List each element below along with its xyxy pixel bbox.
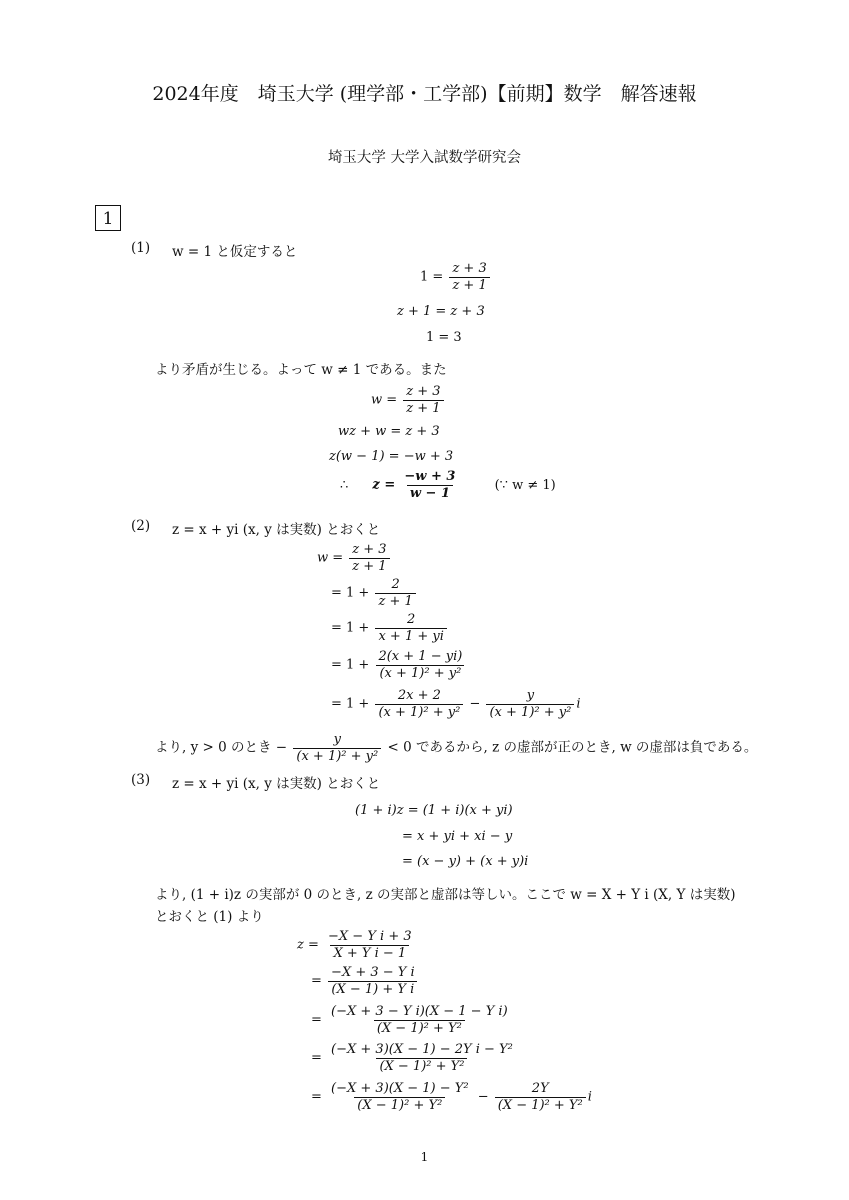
part2-line4: = 1 + $\frac{2(x + 1 - yi)}{\text{(x + 1)² + y²}}$ bbox=[331, 650, 467, 680]
eq-lhs: 1 = bbox=[420, 269, 444, 285]
fraction: $\frac{\text{−X − Y i + 3}}{\text{X + Y i − 1}}$ bbox=[328, 929, 412, 961]
fraction: $\frac{2(x + 1 - yi)}{\text{(x + 1)² + y²}}$ bbox=[378, 649, 463, 681]
fraction: $\frac{y}{\text{(x + 1)² + y²}}$ bbox=[486, 689, 574, 719]
therefore-symbol: ∴ bbox=[340, 477, 349, 493]
part1-eq7: ∴ z = $\frac{-w + 3}{w - 1}$ (∵ w ≠ 1) bbox=[340, 469, 556, 501]
fraction: $\frac{2}{x + 1 + yi}$ bbox=[375, 613, 446, 643]
part2-label: (2) bbox=[131, 518, 151, 534]
problem-number-box: 1 bbox=[95, 205, 121, 231]
part1-eq1 bbox=[420, 262, 492, 292]
page-number: 1 bbox=[420, 1150, 429, 1164]
fraction: $\frac{\text{(−X + 3)(X − 1) − Y²}}{\text{(X − 1)² + Y²}}$ bbox=[331, 1081, 469, 1113]
part2-line1: w = $\frac{z + 3}{z + 1}$ bbox=[317, 543, 392, 573]
fraction: $\frac{z + 3}{z + 1}$ bbox=[403, 385, 443, 415]
part2-line5: = 1 + $\frac{2x + 2}{\text{(x + 1)² + y²}}$ − $\frac{y}{\text{(x + 1)² + y²}}$ i bbox=[331, 688, 581, 720]
fraction: $\frac{2x + 2}{\text{(x + 1)² + y²}}$ bbox=[375, 689, 463, 719]
part3-z-line4: = $\frac{\text{(−X + 3)(X − 1) − 2Y i − Y²}}{\text{(X − 1)² + Y²}}$ bbox=[311, 1043, 518, 1073]
fraction: $\frac{2}{z + 1}$ bbox=[375, 578, 415, 608]
author-line: 埼玉大学 大学入試数学研究会 bbox=[327, 150, 522, 166]
part3-eq1: (1 + i)z = (1 + i)(x + yi) bbox=[355, 803, 513, 818]
fraction: $\frac{\text{−X + 3 − Y i}}{\text{(X − 1) + Y i}}$ bbox=[328, 966, 418, 996]
fraction: $\frac{z + 3}{z + 1}$ bbox=[349, 543, 389, 573]
part3-z-line3: = $\frac{\text{(−X + 3 − Y i)(X − 1 − Y i)}}{\text{(X − 1)² + Y²}}$ bbox=[311, 1005, 513, 1035]
part1-eq3: 1 = 3 bbox=[426, 330, 462, 345]
part3-intro: z = x + yi (x, y は実数) とおくと bbox=[172, 776, 381, 792]
page-title: 2024年度 埼玉大学 (理学部・工学部)【前期】数学 解答速報 bbox=[152, 83, 697, 105]
part1-eq6: z(w − 1) = −w + 3 bbox=[329, 449, 454, 464]
part2-conclusion: より, y > 0 のとき − $\frac{y}{\text{(x + 1)² + y²}}$ < 0 であるから, z の虚部が正のとき, w の虚部は負である。 bbox=[155, 732, 758, 764]
fraction: $\frac{\text{(−X + 3)(X − 1) − 2Y i − Y²}}{\text{(X − 1)² + Y²}}$ bbox=[331, 1042, 513, 1074]
part2-line2: = 1 + $\frac{2}{z + 1}$ bbox=[331, 578, 418, 608]
fraction: $\frac{y}{\text{(x + 1)² + y²}}$ bbox=[293, 733, 381, 763]
fraction: $\frac{z + 3}{z + 1}$ bbox=[449, 262, 489, 292]
part2-intro: z = x + yi (x, y は実数) とおくと bbox=[172, 522, 381, 538]
part1-mid-text: より矛盾が生じる。よって w ≠ 1 である。また bbox=[155, 362, 447, 378]
part1-eq4: w = $\frac{z + 3}{z + 1}$ bbox=[371, 385, 446, 415]
part3-eq3: = (x − y) + (x + y)i bbox=[402, 854, 529, 869]
part2-line3: = 1 + $\frac{2}{x + 1 + yi}$ bbox=[331, 613, 449, 643]
part1-eq2: z + 1 = z + 3 bbox=[397, 304, 485, 319]
part3-mid-text-1: より, (1 + i)z の実部が 0 のとき, z の実部と虚部は等しい。ここで w = X + Y i (X, Y は実数) bbox=[155, 887, 736, 903]
fraction: $\frac{\text{(−X + 3 − Y i)(X − 1 − Y i)}}{\text{(X − 1)² + Y²}}$ bbox=[331, 1004, 508, 1036]
fraction: $\frac{-w + 3}{w - 1}$ bbox=[404, 469, 456, 501]
part3-z-line1: z = $\frac{\text{−X − Y i + 3}}{\text{X + Y i − 1}}$ bbox=[297, 930, 417, 960]
part1-eq5: wz + w = z + 3 bbox=[338, 424, 440, 439]
part3-z-line5: = $\frac{\text{(−X + 3)(X − 1) − Y²}}{\text{(X − 1)² + Y²}}$ − $\frac{2Y}{\text{(X − 1)² + Y²}}$ i bbox=[311, 1081, 592, 1113]
part3-z-line2: = $\frac{\text{−X + 3 − Y i}}{\text{(X − 1) + Y i}}$ bbox=[311, 966, 420, 996]
because-note: (∵ w ≠ 1) bbox=[494, 477, 556, 493]
part3-mid-text-2: とおくと (1) より bbox=[155, 909, 264, 925]
part1-label: (1) bbox=[131, 240, 151, 256]
part3-label: (3) bbox=[131, 772, 151, 788]
part3-eq2: = x + yi + xi − y bbox=[402, 829, 513, 844]
part1-intro: w = 1 と仮定すると bbox=[172, 244, 298, 260]
fraction: $\frac{2Y}{\text{(X − 1)² + Y²}}$ bbox=[495, 1082, 586, 1112]
